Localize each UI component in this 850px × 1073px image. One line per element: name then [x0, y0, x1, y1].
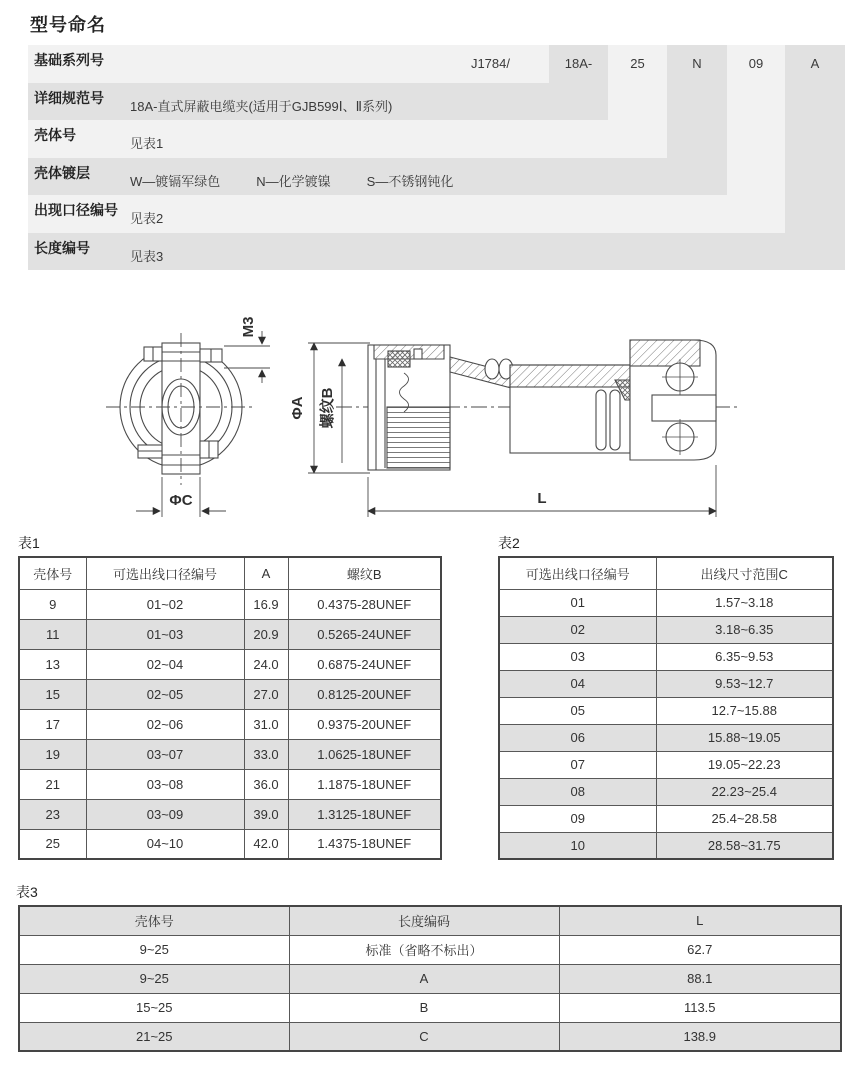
table-cell: 88.1: [559, 964, 841, 993]
table-row: [19, 829, 441, 859]
table-cell: 07: [499, 751, 656, 778]
naming-row-outlet-size: [28, 195, 845, 233]
table-cell: 0.6875-24UNEF: [288, 649, 441, 679]
dimension-label-length: L: [537, 490, 547, 507]
table-cell: 21: [19, 769, 86, 799]
table-cell: 3.18~6.35: [656, 616, 833, 643]
table-row: [19, 709, 441, 739]
table-cell: 0.9375-20UNEF: [288, 709, 441, 739]
code-cell-shell: 25: [608, 45, 667, 158]
code-cell-spec: 18A-: [549, 45, 608, 120]
naming-row-value: 18A-直式屏蔽电缆夹(适用于GJB599Ⅰ、Ⅱ系列): [130, 98, 393, 114]
table1-caption: 表1: [18, 535, 40, 551]
naming-row-value: 见表3: [130, 248, 164, 264]
table-cell: 23: [19, 799, 86, 829]
model-naming-diagram: [28, 45, 845, 270]
table-cell: 12.7~15.88: [656, 697, 833, 724]
side-view: [308, 340, 740, 517]
table-cell: 9~25: [19, 964, 289, 993]
table-row: [19, 619, 441, 649]
table-cell: 04: [499, 670, 656, 697]
table-row: [19, 964, 841, 993]
table-row: [19, 799, 441, 829]
column-header: L: [559, 906, 841, 935]
table-cell: 06: [499, 724, 656, 751]
table-cell: B: [289, 993, 559, 1022]
table-cell: 22.23~25.4: [656, 778, 833, 805]
dimension-label-phi-a: ΦA: [289, 396, 306, 420]
plating-option-w: W—镀镉军绿色: [130, 173, 221, 189]
naming-row-plating-options: [130, 171, 453, 190]
table-cell: 05: [499, 697, 656, 724]
part-number-prefix: J1784/: [470, 56, 510, 71]
table-row: [19, 739, 441, 769]
table3-caption: 表3: [16, 884, 38, 900]
table2-caption: 表2: [498, 535, 520, 551]
technical-drawing: [40, 295, 845, 540]
table-header-row: [19, 906, 841, 935]
table-cell: 02~04: [86, 649, 244, 679]
table-cell: 1.4375-18UNEF: [288, 829, 441, 859]
code-cell-plating: N: [667, 45, 727, 195]
table-row: [499, 643, 833, 670]
table-row: [499, 616, 833, 643]
table-cell: 1.3125-18UNEF: [288, 799, 441, 829]
table-row: [499, 697, 833, 724]
table-cell: 02~05: [86, 679, 244, 709]
table-cell: 03~07: [86, 739, 244, 769]
column-header: 可选出线口径编号: [86, 557, 244, 589]
code-cell-outlet: 09: [727, 45, 785, 233]
column-header: 壳体号: [19, 906, 289, 935]
table-cell: 0.4375-28UNEF: [288, 589, 441, 619]
table-cell: 27.0: [244, 679, 288, 709]
table-cell: 138.9: [559, 1022, 841, 1051]
table-cell: 04~10: [86, 829, 244, 859]
column-header: 壳体号: [19, 557, 86, 589]
plating-option-n: N—化学镀镍: [256, 173, 331, 189]
table-cell: 标准（省略不标出）: [289, 935, 559, 964]
column-header: 可选出线口径编号: [499, 557, 656, 589]
table-row: [19, 679, 441, 709]
plating-option-s: S—不锈钢钝化: [366, 173, 454, 189]
table-cell: 10: [499, 832, 656, 859]
dimension-label-phi-c: ΦC: [169, 492, 193, 509]
table-cell: 33.0: [244, 739, 288, 769]
table-cell: 39.0: [244, 799, 288, 829]
table-cell: 25.4~28.58: [656, 805, 833, 832]
column-header: 出线尺寸范围C: [656, 557, 833, 589]
table1-shell-sizes: [18, 556, 442, 860]
table-cell: 13: [19, 649, 86, 679]
dimension-label-m3: M3: [240, 316, 257, 338]
naming-row-label: 壳体镀层: [34, 164, 90, 181]
table-cell: 62.7: [559, 935, 841, 964]
naming-row-label: 基础系列号: [34, 52, 104, 68]
table-cell: 113.5: [559, 993, 841, 1022]
table-cell: 15~25: [19, 993, 289, 1022]
table-cell: 1.1875-18UNEF: [288, 769, 441, 799]
naming-row-label: 详细规范号: [34, 89, 104, 106]
table-cell: 36.0: [244, 769, 288, 799]
table3-lengths: [18, 905, 842, 1052]
table-header-row: [19, 557, 441, 589]
page-title: 型号命名: [30, 15, 106, 35]
table-header-row: [499, 557, 833, 589]
table-row: [19, 1022, 841, 1051]
table-cell: 21~25: [19, 1022, 289, 1051]
table-cell: 02~06: [86, 709, 244, 739]
table-row: [499, 751, 833, 778]
table-cell: 1.0625-18UNEF: [288, 739, 441, 769]
table-cell: 02: [499, 616, 656, 643]
naming-row-label: 长度编号: [34, 239, 90, 256]
table-cell: 08: [499, 778, 656, 805]
table-cell: 0.5265-24UNEF: [288, 619, 441, 649]
table-cell: 9: [19, 589, 86, 619]
table-row: [499, 832, 833, 859]
table-cell: 9~25: [19, 935, 289, 964]
table-cell: 17: [19, 709, 86, 739]
table-cell: 20.9: [244, 619, 288, 649]
table-cell: 24.0: [244, 649, 288, 679]
column-header: A: [244, 557, 288, 589]
naming-row-value: 见表2: [130, 211, 164, 226]
table-row: [499, 778, 833, 805]
table-row: [499, 589, 833, 616]
table-cell: 25: [19, 829, 86, 859]
table-row: [19, 993, 841, 1022]
table-cell: 19: [19, 739, 86, 769]
table-cell: 28.58~31.75: [656, 832, 833, 859]
table-cell: 11: [19, 619, 86, 649]
table-cell: 16.9: [244, 589, 288, 619]
table-cell: 42.0: [244, 829, 288, 859]
column-header: 螺纹B: [288, 557, 441, 589]
table-cell: 01: [499, 589, 656, 616]
table-cell: 9.53~12.7: [656, 670, 833, 697]
table-cell: 03: [499, 643, 656, 670]
naming-row-label: 出现口径编号: [34, 202, 118, 218]
table-cell: 19.05~22.23: [656, 751, 833, 778]
table-cell: A: [289, 964, 559, 993]
table-cell: 01~03: [86, 619, 244, 649]
table-row: [19, 935, 841, 964]
table-row: [499, 724, 833, 751]
table-cell: 01~02: [86, 589, 244, 619]
column-header: 长度编码: [289, 906, 559, 935]
naming-row-value: 见表1: [130, 136, 164, 151]
table-cell: 31.0: [244, 709, 288, 739]
table-cell: C: [289, 1022, 559, 1051]
naming-row-label: 壳体号: [34, 127, 76, 143]
dimension-label-thread-b: 螺纹B: [319, 387, 336, 429]
naming-row-length-code: [28, 233, 845, 271]
table-cell: 1.57~3.18: [656, 589, 833, 616]
table-row: [499, 670, 833, 697]
table-cell: 09: [499, 805, 656, 832]
table2-outlet-sizes: [498, 556, 834, 860]
table-row: [19, 769, 441, 799]
table-cell: 15: [19, 679, 86, 709]
table-row: [19, 589, 441, 619]
code-cell-length: A: [785, 45, 845, 270]
table-cell: 03~09: [86, 799, 244, 829]
table-cell: 0.8125-20UNEF: [288, 679, 441, 709]
table-row: [19, 649, 441, 679]
table-cell: 6.35~9.53: [656, 643, 833, 670]
table-cell: 15.88~19.05: [656, 724, 833, 751]
table-row: [499, 805, 833, 832]
front-view: [106, 331, 270, 517]
table-cell: 03~08: [86, 769, 244, 799]
